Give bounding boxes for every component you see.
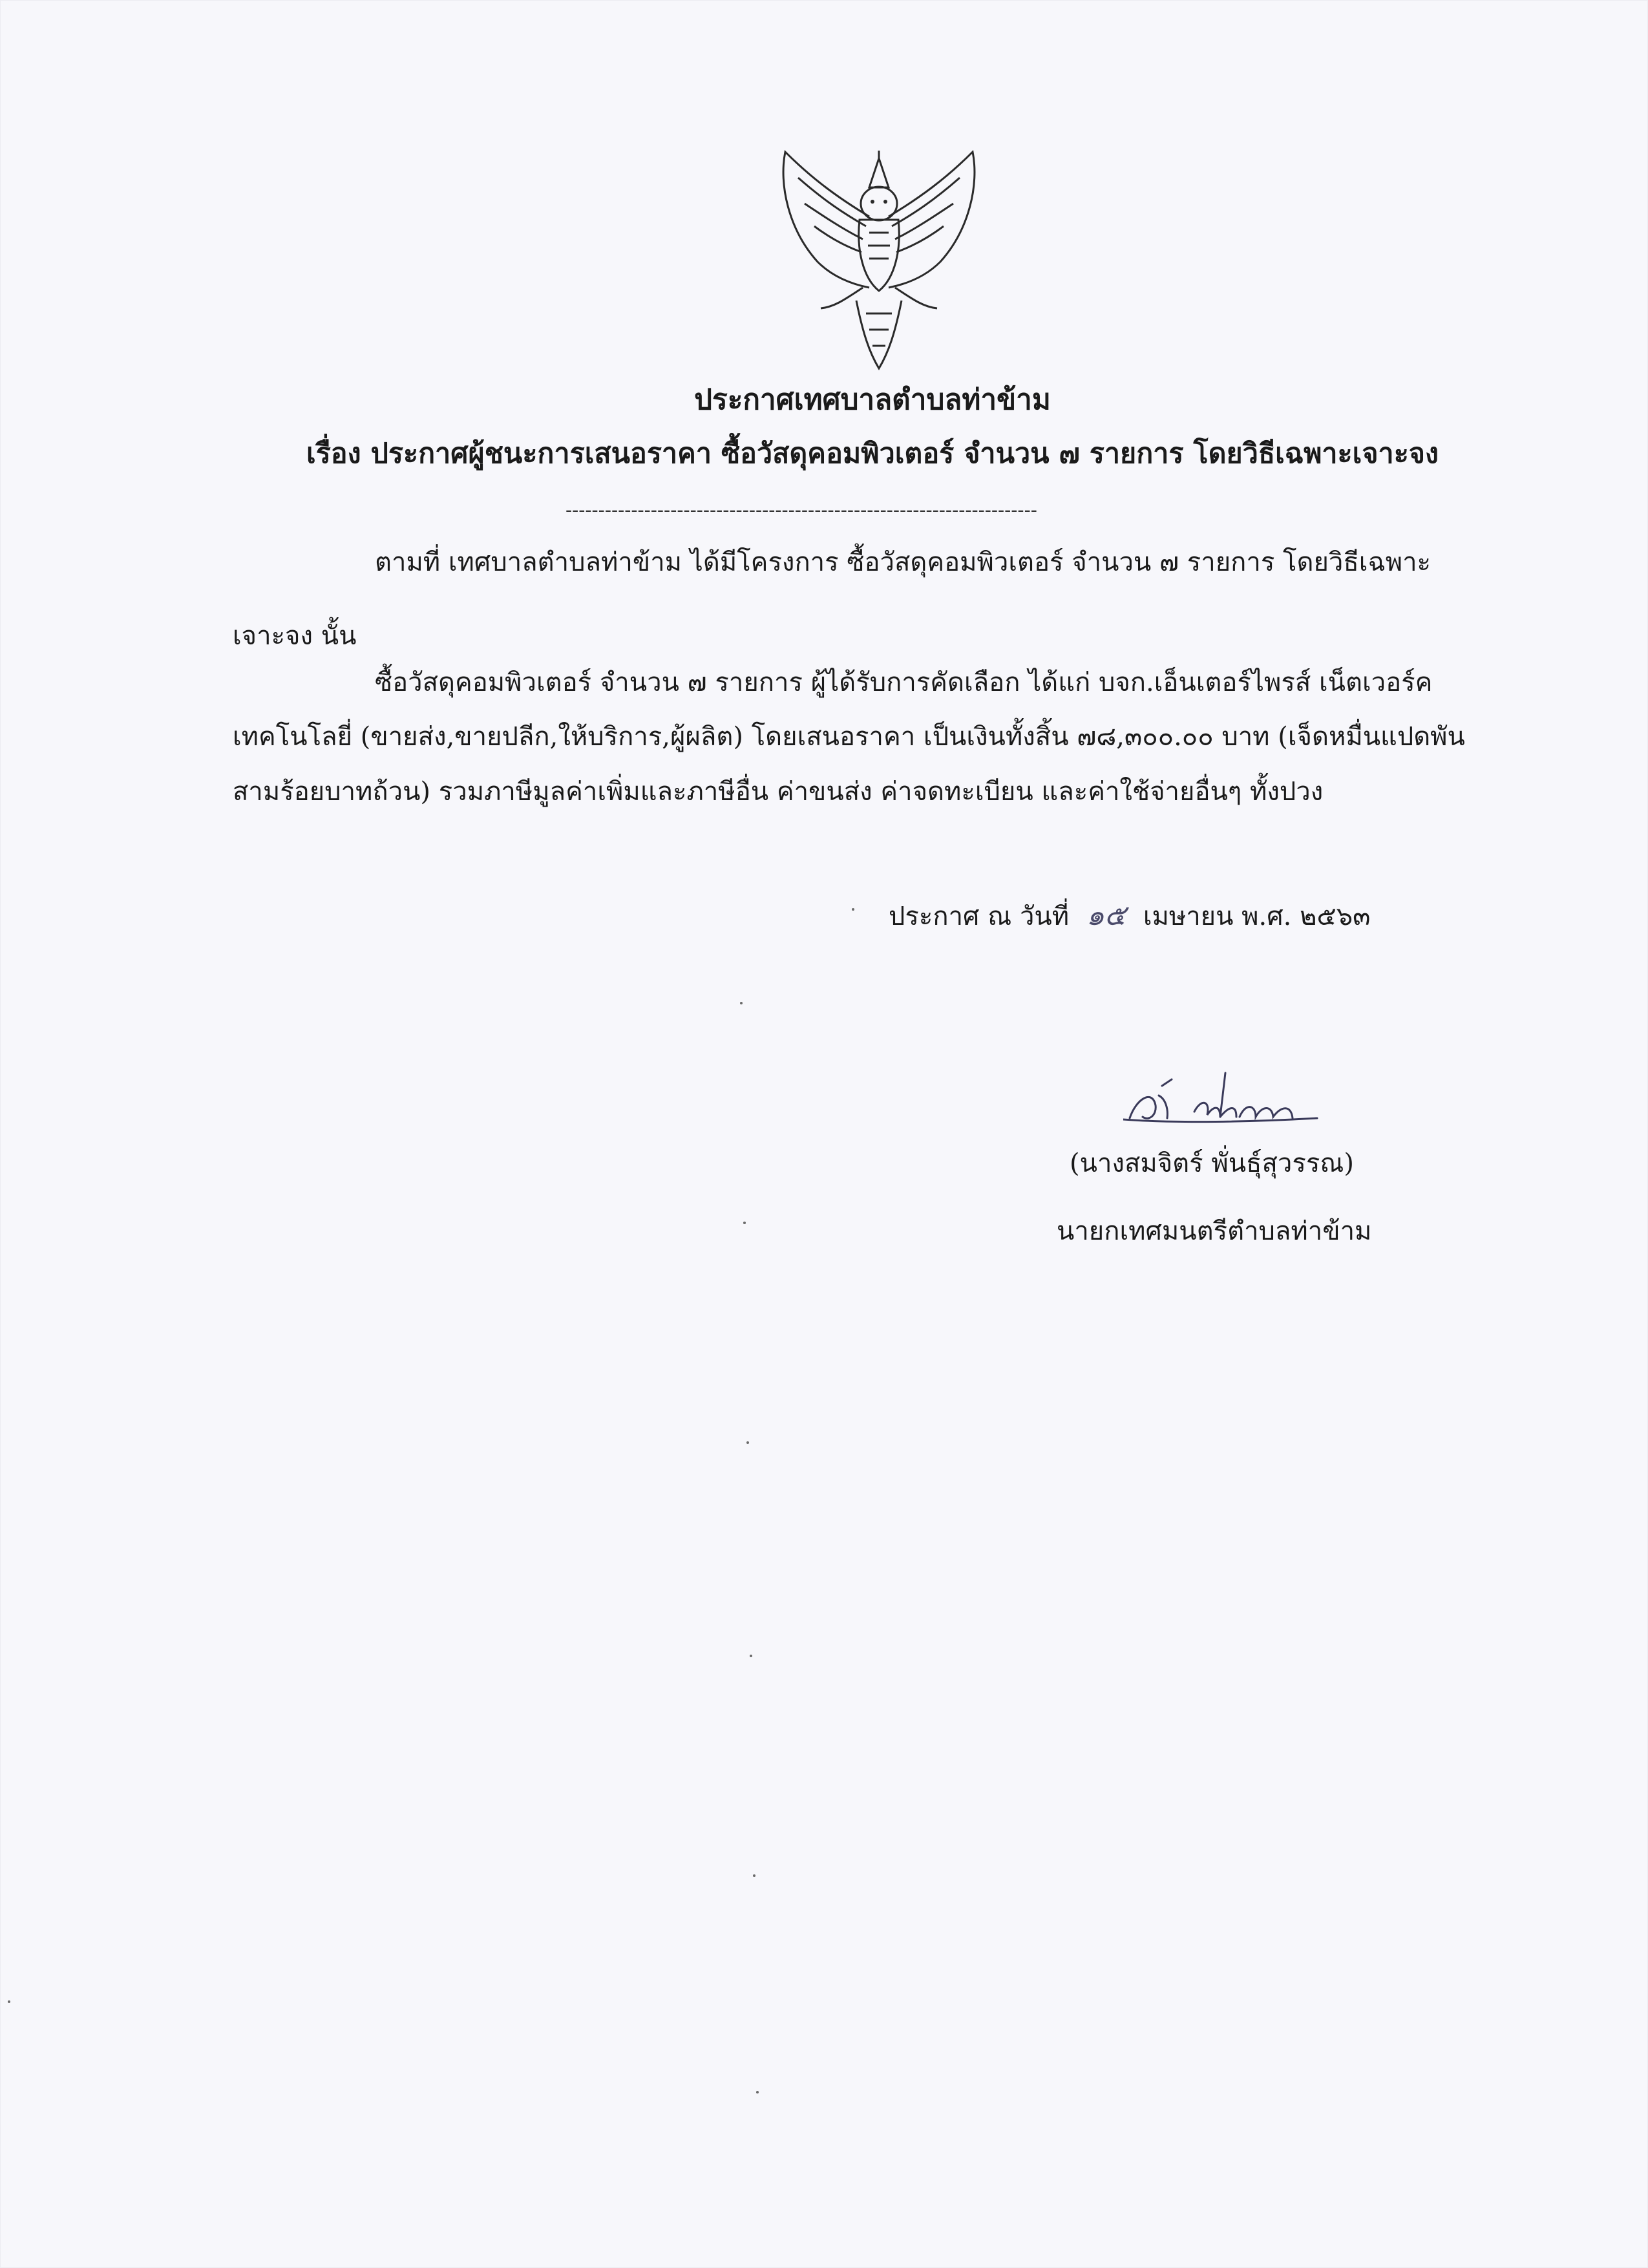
paragraph-2-line-1: ซื้อวัสดุคอมพิวเตอร์ จำนวน ๗ รายการ ผู้ได้รับการคัดเลือก ได้แก่ บจก.เอ็นเตอร์ไพรส์ เน็ตเวอร์ค — [375, 668, 1433, 697]
date-day: ๑๕ — [1086, 899, 1126, 932]
signatory-name: (นางสมจิตร์ พั่นธุ์สุวรรณ) — [1070, 1149, 1355, 1178]
signatory-position: นายกเทศมนตรีตำบลท่าข้าม — [1057, 1216, 1372, 1246]
paragraph-2-line-2: เทคโนโลยี่ (ขายส่ง,ขายปลีก,ให้บริการ,ผู้ผลิต) โดยเสนอราคา เป็นเงินทั้งสิ้น ๗๘,๓๐๐.๐๐ บาท (เจ็ดหมื่นแปดพัน — [233, 722, 1465, 752]
paragraph-2-line-3: สามร้อยบาทถ้วน) รวมภาษีมูลค่าเพิ่มและภาษีอื่น ค่าขนส่ง ค่าจดทะเบียน และค่าใช้จ่ายอื่นๆ ทั้งปวง — [233, 777, 1324, 807]
paragraph-1-line-1: ตามที่ เทศบาลตำบลท่าข้าม ได้มีโครงการ ซื้อวัสดุคอมพิวเตอร์ จำนวน ๗ รายการ โดยวิธีเฉพาะ — [375, 547, 1431, 577]
announcement-date — [889, 899, 1371, 932]
announcement-subject: เรื่อง ประกาศผู้ชนะการเสนอราคา ซื้อวัสดุคอมพิวเตอร์ จำนวน ๗ รายการ โดยวิธีเฉพาะเจาะจง — [306, 438, 1439, 470]
date-month-year: เมษายน พ.ศ. ๒๕๖๓ — [1143, 902, 1371, 931]
scan-speckle — [746, 1441, 749, 1444]
scan-speckle — [743, 1222, 746, 1224]
scan-speckle — [750, 1655, 752, 1657]
scan-speckle — [753, 1874, 755, 1877]
scan-speckle — [852, 908, 854, 911]
garuda-emblem-icon — [772, 139, 986, 378]
date-prefix: ประกาศ ณ วันที่ — [889, 902, 1070, 931]
announcement-title: ประกาศเทศบาลตำบลท่าข้าม — [694, 383, 1051, 416]
scan-speckle — [756, 2091, 759, 2093]
handwritten-signature — [1123, 1060, 1324, 1131]
separator-line: ------------------------------------------------------------------------ — [565, 499, 1037, 522]
paragraph-1-line-2: เจาะจง นั้น — [233, 621, 357, 651]
scan-speckle — [8, 2000, 10, 2003]
scan-speckle — [740, 1002, 743, 1004]
